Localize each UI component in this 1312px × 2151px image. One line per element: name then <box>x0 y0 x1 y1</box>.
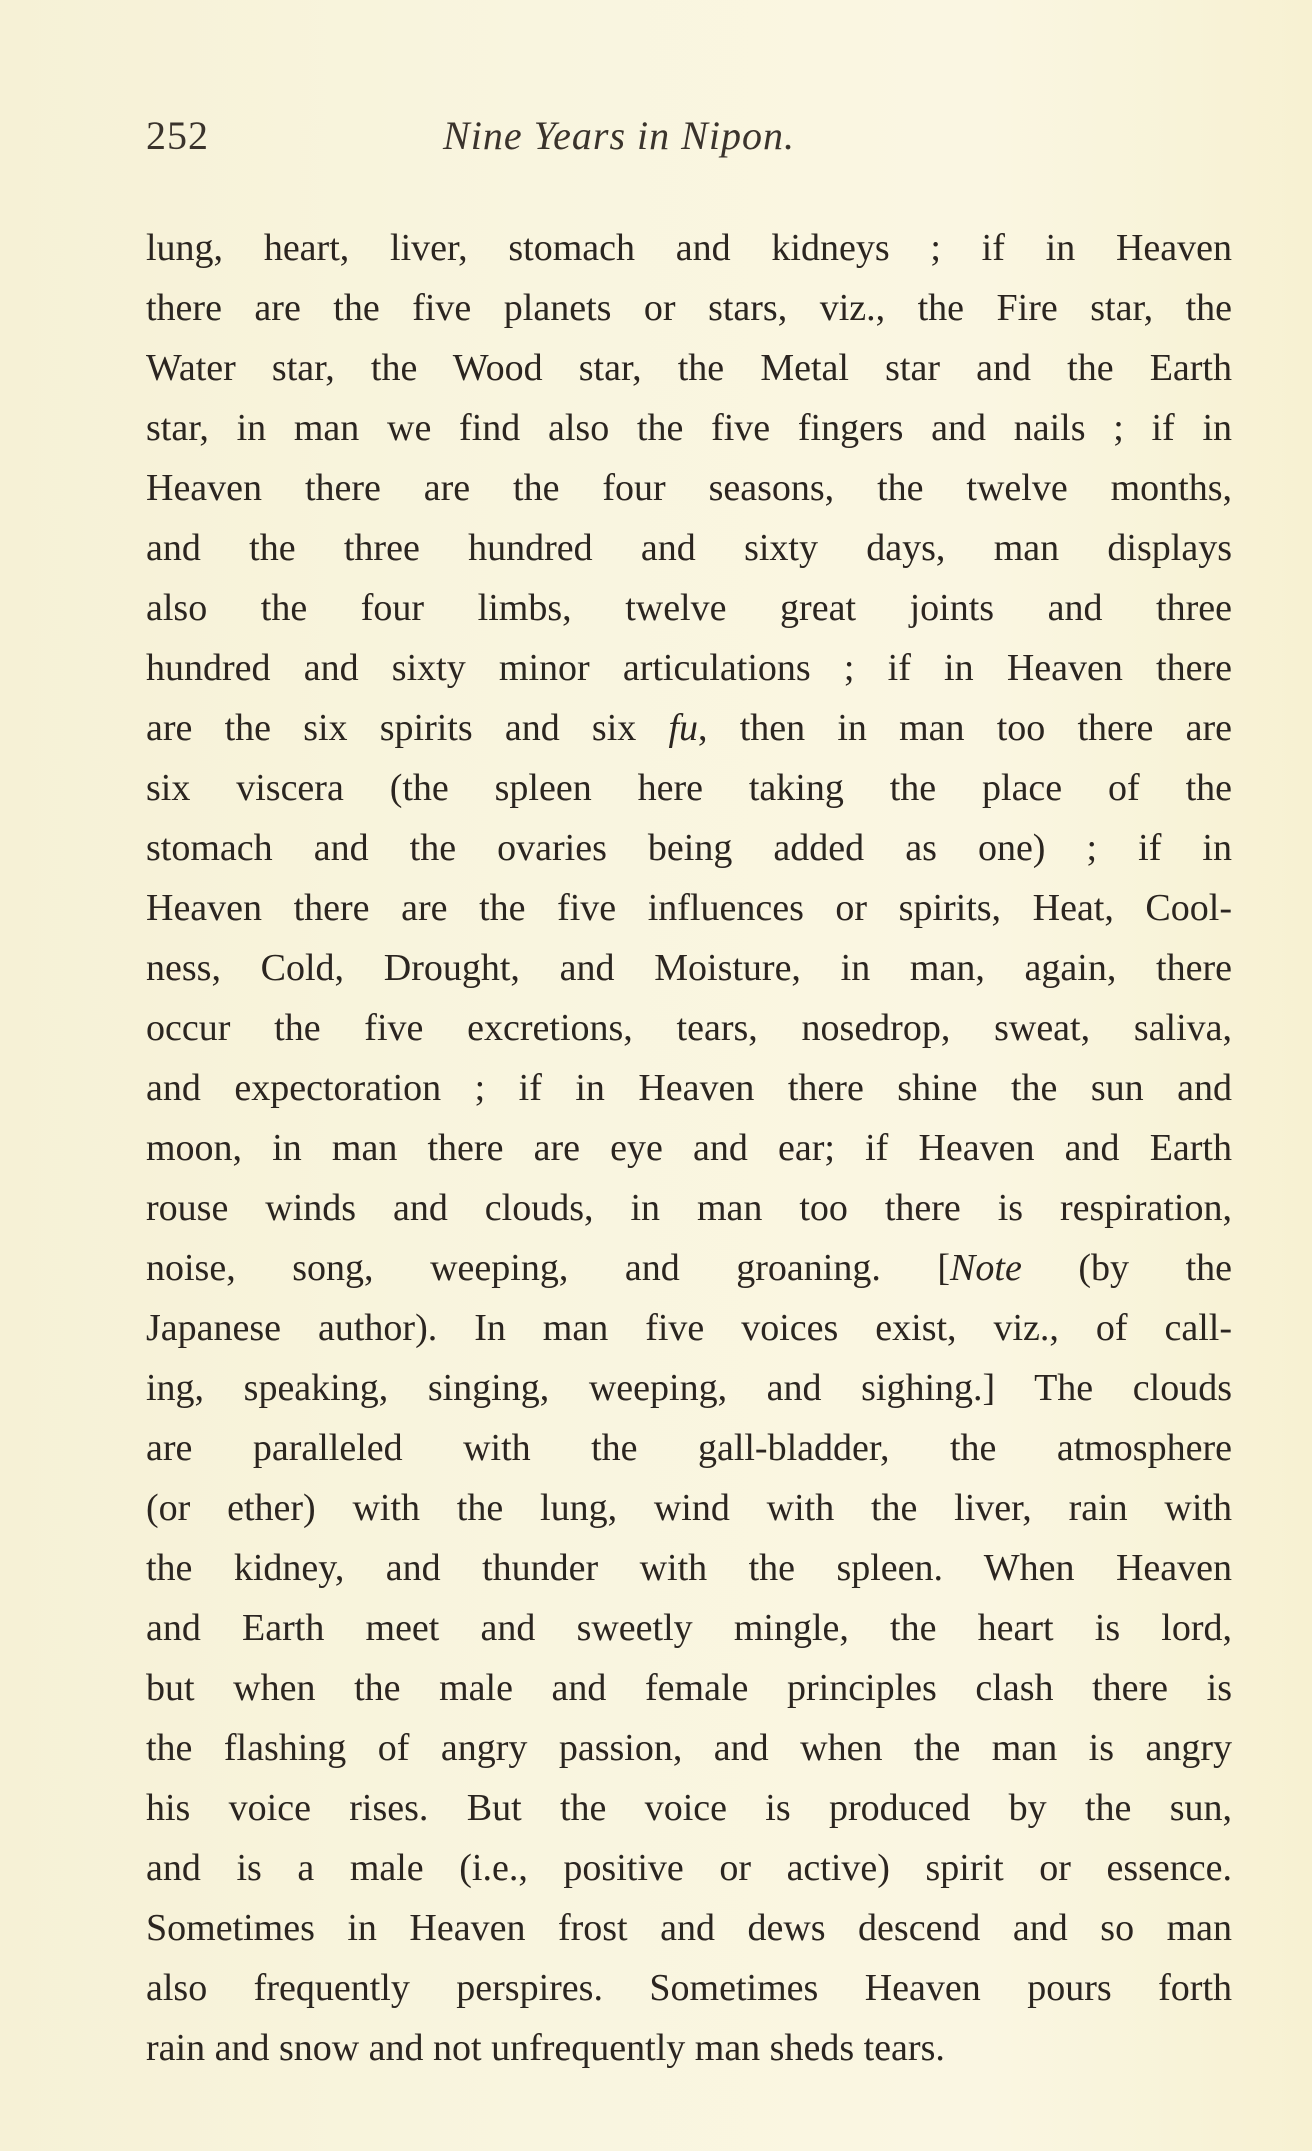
text-line: and Earth meet and sweetly mingle, the heart is lord, <box>146 1607 1232 1649</box>
text-line: there are the five planets or stars, viz., the Fire star, the <box>146 287 1232 329</box>
text-segment: , then in man too there are <box>698 707 1232 749</box>
text-line: and the three hundred and sixty days, man displays <box>146 527 1232 569</box>
text-line: ing, speaking, singing, weeping, and sighing.] The clouds <box>146 1367 1232 1409</box>
page-number: 252 <box>146 113 209 158</box>
text-line: star, in man we find also the five fingers and nails ; if in <box>146 407 1232 449</box>
text-line: (or ether) with the lung, wind with the liver, rain with <box>146 1487 1232 1529</box>
page-header <box>146 112 1232 172</box>
text-line: hundred and sixty minor articulations ; if in Heaven there <box>146 647 1232 689</box>
text-line: Heaven there are the four seasons, the twelve months, <box>146 467 1232 509</box>
text-line: the kidney, and thunder with the spleen. When Heaven <box>146 1547 1232 1589</box>
body-text <box>146 218 1232 2078</box>
text-line: are paralleled with the gall-bladder, the atmosphere <box>146 1427 1232 1469</box>
italic-term: Note <box>950 1247 1022 1289</box>
text-line: but when the male and female principles clash there is <box>146 1667 1232 1709</box>
text-line: rouse winds and clouds, in man too there is respiration, <box>146 1187 1232 1229</box>
text-line: stomach and the ovaries being added as one) ; if in <box>146 827 1232 869</box>
text-line: Sometimes in Heaven frost and dews descend and so man <box>146 1907 1232 1949</box>
running-title: Nine Years in Nipon. <box>443 113 795 158</box>
text-line: lung, heart, liver, stomach and kidneys ; if in Heaven <box>146 227 1232 269</box>
text-line: six viscera (the spleen here taking the place of the <box>146 767 1232 809</box>
text-line <box>146 698 1232 758</box>
text-line: the flashing of angry passion, and when the man is angry <box>146 1727 1232 1769</box>
text-line: moon, in man there are eye and ear; if Heaven and Earth <box>146 1127 1232 1169</box>
text-segment: (by the <box>1021 1247 1232 1289</box>
text-line: occur the five excretions, tears, nosedrop, sweat, saliva, <box>146 1007 1232 1049</box>
text-line: also frequently perspires. Sometimes Heaven pours forth <box>146 1967 1232 2009</box>
text-line: Water star, the Wood star, the Metal star and the Earth <box>146 347 1232 389</box>
text-line: his voice rises. But the voice is produced by the sun, <box>146 1787 1232 1829</box>
text-segment: noise, song, weeping, and groaning. [ <box>146 1247 951 1289</box>
text-line: also the four limbs, twelve great joints and three <box>146 587 1232 629</box>
text-line: Japanese author). In man five voices exist, viz., of call- <box>146 1307 1232 1349</box>
text-line: ness, Cold, Drought, and Moisture, in man, again, there <box>146 947 1232 989</box>
italic-term: fu <box>668 707 699 749</box>
text-segment: are the six spirits and six <box>146 707 669 749</box>
text-line: Heaven there are the five influences or spirits, Heat, Cool- <box>146 887 1232 929</box>
text-line <box>146 1238 1232 1298</box>
text-line: and is a male (i.e., positive or active) spirit or essence. <box>146 1847 1232 1889</box>
text-line: and expectoration ; if in Heaven there shine the sun and <box>146 1067 1232 1109</box>
text-line: rain and snow and not unfrequently man sheds tears. <box>146 2027 945 2069</box>
